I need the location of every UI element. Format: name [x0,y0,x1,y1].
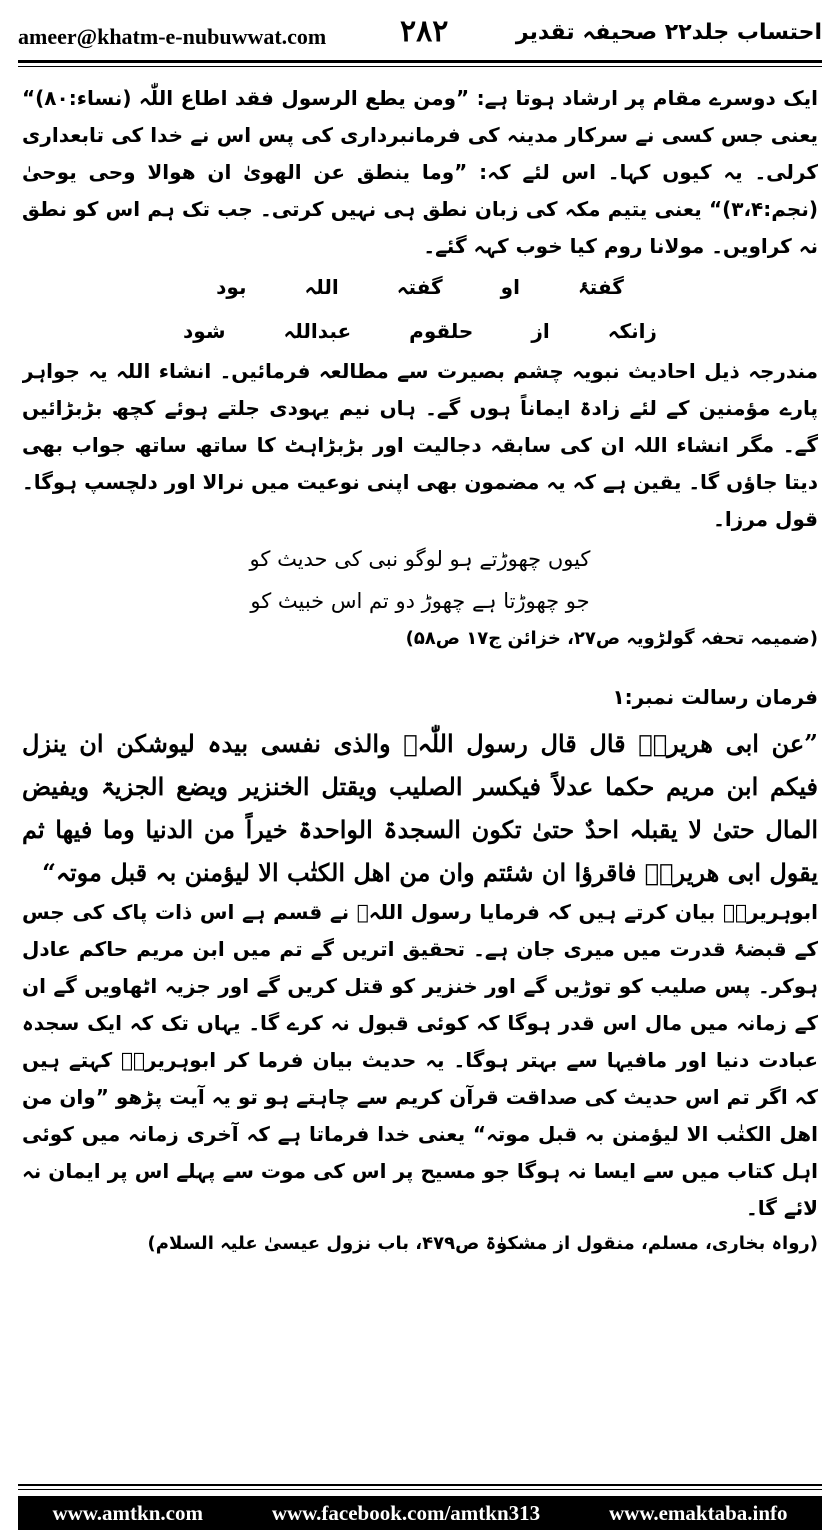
header-rule [18,60,822,63]
hadith-arabic-text: ”عن ابی ھریرۃؓ قال قال رسول اللّٰہﷺ والذی نفسی بیدہ لیوشکن ان ینزل فیکم ابن مریم حکما عدلاً فیکسر الصلیب ویقتل الخنزیر ویضع الجزیۃ ویفیض المال حتیٰ لا یقبلہ احدٌ حتیٰ تکون السجدۃ الواحدۃ خیراً من الدنیا وما فیھا ثم یقول ابی ھریرۃؓ فاقرؤا ان شئتم وان من اھل الکتٰب الا لیؤمنن بہ قبل موتہ“ [22,729,818,887]
page-header [18,14,822,54]
urdu-verse-line-2: جو چھوڑتا ہے چھوڑ دو تم اس خبیث کو [250,589,590,613]
poem-word: او [500,275,520,299]
hadith-translation: ابوہریرہؓ بیان کرتے ہیں کہ فرمایا رسول اللہﷺ نے قسم ہے اس ذات پاک کی جس کے قبضۂ قدرت میں میری جان ہے۔ تحقیق اتریں گے تم میں ابن مریم حاکم عادل ہوکر۔ پس صلیب کو توڑیں گے اور خنزیر کو قتل کریں گے اور جزیہ اٹھاویں گے ان کے زمانہ میں مال اس قدر ہوگا کہ کوئی قبول نہ کرے گا۔ یہاں تک کہ ایک سجدہ عبادت دنیا اور مافیہا سے بہتر ہوگا۔ یہ حدیث بیان فرما کر ابوہریرہؓ کہتے ہیں کہ اگر تم اس حدیث کی صداقت قرآن کریم سے چاہتے ہو تو یہ آیت پڑھو ”وان من اھل الکتٰب الا لیؤمنن بہ قبل موتہ“ یعنی خدا فرماتا ہے کہ آخری زمانہ میں کوئی اہل کتاب میں سے ایسا نہ ہوگا جو مسیح پر اس کی موت سے پہلے اس پر ایمان نہ لائے گا۔ [22,900,818,1220]
paragraph-hadith-intro: مندرجہ ذیل احادیث نبویہ چشم بصیرت سے مطالعہ فرمائیں۔ انشاء اللہ یہ جواہر پارے مؤمنین کے لئے زادۃ ایماناً ہوں گے۔ ہاں نیم یہودی جلتے ہوئے کچھ بڑبڑائیں گے۔ مگر انشاء اللہ ان کی سابقہ دجالیت اور بڑبڑاہٹ کا ساتھ ساتھ جواب بھی دیتا جاؤں گا۔ یقین ہے کہ یہ مضمون بھی اپنی نوعیت میں نرالا اور دلچسپ ہوگا۔ قول مرزا۔ [22,359,818,531]
poem-word: زانکہ [607,319,657,343]
urdu-verse-line-1: کیوں چھوڑتے ہو لوگو نبی کی حدیث کو [249,547,591,571]
poem-word: از [531,319,550,343]
poem-word: شود [183,319,226,343]
poem-word: عبداللہ [283,319,352,343]
header-rule-thin [18,66,822,67]
poem-word: گفتۂ [577,275,624,299]
footer-link-facebook[interactable]: www.facebook.com/amtkn313 [271,1500,541,1525]
footer-rules [18,1484,822,1490]
footer-link-amtkn[interactable]: www.amtkn.com [52,1500,203,1525]
poem-word: گفتہ [396,275,443,299]
page-body [22,80,818,1475]
persian-couplet-line-2 [22,309,818,353]
poem-word: حلقوم [409,319,474,343]
footer-bar [18,1496,822,1530]
reference-citation: (ضمیمہ تحفہ گولڑویہ ص۲۷، خزائن ج۱۷ ص۵۸) [405,628,818,649]
poem-word: اللہ [304,275,339,299]
poem-word: بود [216,275,247,299]
paragraph-intro: ایک دوسرے مقام پر ارشاد ہوتا ہے: ”ومن یطع الرسول فقد اطاع اللّٰہ (نساء:۸۰)“ یعنی جس کسی نے سرکار مدینہ کی فرمانبرداری کی پس اس نے خدا کی تابعداری کرلی۔ یہ کیوں کہا۔ اس لئے کہ: ”وما ینطق عن الھویٰ ان ھوالا وحی یوحیٰ (نجم:۳،۴)“ یعنی یتیم مکہ کی زبان نطق ہی نہیں کرتی۔ جب تک ہم اس کو نطق نہ کراویں۔ مولانا روم کیا خوب کہہ گئے۔ [22,86,818,258]
book-title: احتساب جلد۲۲ صحیفہ تقدیر [515,20,822,45]
section-heading: فرمان رسالت نمبر:۱ [612,685,818,709]
hadith-reference: (رواہ بخاری، مسلم، منقول از مشکوٰۃ ص۴۷۹، باب نزول عیسیٰ علیہ السلام) [147,1233,818,1254]
header-email: ameer@khatm-e-nubuwwat.com [18,24,327,49]
footer-link-emaktaba[interactable]: www.emaktaba.info [609,1500,788,1525]
page-number: ۲۸۲ [400,14,449,49]
persian-couplet-line-1 [22,265,818,309]
